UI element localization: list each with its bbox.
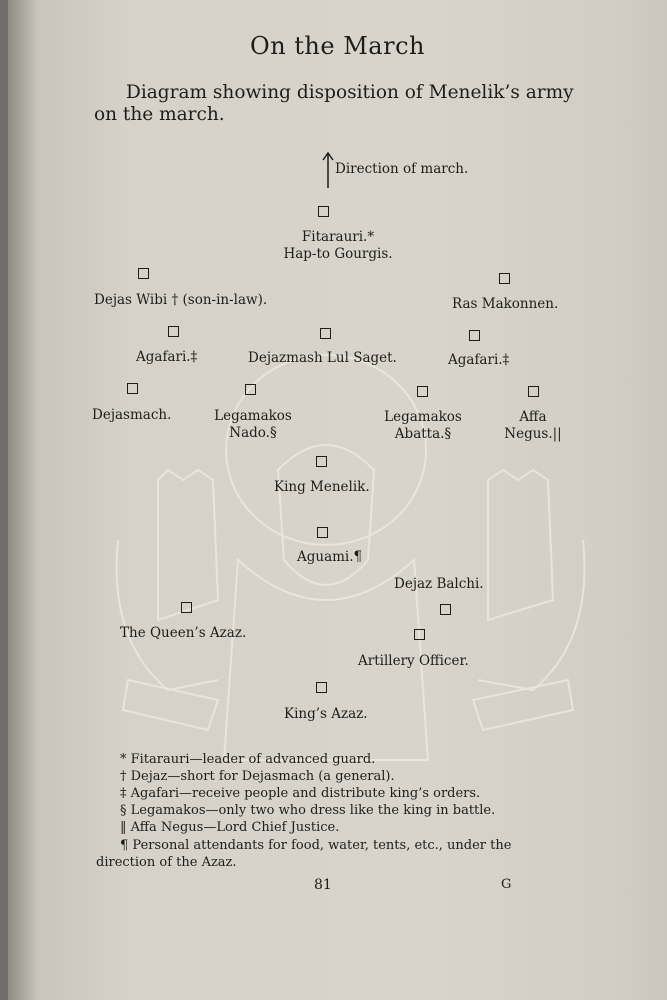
node-label-line: Legamakos [384,409,462,425]
node-label-queens-azaz: The Queen’s Azaz. [120,625,247,641]
footnote: direction of the Azaz. [96,855,237,870]
node-box-affa-negus [528,386,539,397]
node-box-kings-azaz [316,682,327,693]
node-label-line: Negus.|| [504,426,562,442]
node-box-ras-makonnen [499,273,510,284]
node-label-line: Fitarauri.* [301,229,375,245]
node-label-legamakos-nado [214,408,292,442]
node-label-dejaz-balchi: Dejaz Balchi. [394,576,484,592]
node-label-fitarauri [283,229,392,263]
up-arrow-icon [320,150,336,190]
footnote: * Fitarauri—leader of advanced guard. [120,752,376,767]
footnote: ‡ Agafari—receive people and distribute king’s orders. [120,786,481,801]
node-label-kings-azaz: King’s Azaz. [284,706,368,722]
node-box-aguami [317,527,328,538]
node-box-dejaz-balchi [440,604,451,615]
node-label-line: Abatta.§ [394,426,452,442]
page-number: 81 [314,877,332,893]
footnote: ‖ Affa Negus—Lord Chief Justice. [120,820,340,835]
node-label-aguami: Aguami.¶ [297,549,363,565]
node-box-lul-saget [320,328,331,339]
signature-mark: G [501,877,512,892]
diagram-heading: Diagram showing disposition of Menelik’s army on the march. [94,82,574,125]
direction-label: Direction of march. [335,161,469,177]
node-box-dejas-wibi [138,268,149,279]
node-label-ras-makonnen: Ras Makonnen. [452,296,559,312]
node-label-dejas-wibi: Dejas Wibi † (son-in-law). [94,292,268,308]
node-box-artillery-officer [414,629,425,640]
footnote: † Dejaz—short for Dejasmach (a general). [120,769,395,784]
node-label-dejasmach: Dejasmach. [92,407,172,423]
node-label-affa-negus [504,409,561,443]
node-box-fitarauri [318,206,329,217]
node-box-queens-azaz [181,602,192,613]
node-label-line: Hap-to Gourgis. [283,246,393,262]
node-label-legamakos-abatta [384,409,462,443]
node-box-agafari-left [168,326,179,337]
page-title: On the March [250,32,425,60]
node-label-line: Nado.§ [229,425,277,441]
node-box-king-menelik [316,456,327,467]
node-box-dejasmach [127,383,138,394]
node-label-king-menelik: King Menelik. [274,479,370,495]
node-box-agafari-right [469,330,480,341]
node-label-lul-saget: Dejazmash Lul Saget. [248,350,397,366]
node-box-legamakos-abatta [417,386,428,397]
footnote: § Legamakos—only two who dress like the king in battle. [120,803,496,818]
node-label-artillery-officer: Artillery Officer. [358,653,469,669]
node-label-agafari-left: Agafari.‡ [136,349,198,365]
node-label-agafari-right: Agafari.‡ [448,352,510,368]
node-box-legamakos-nado [245,384,256,395]
book-page [8,0,667,1000]
node-label-line: Affa [519,409,547,425]
footnote: ¶ Personal attendants for food, water, tents, etc., under the [120,838,512,853]
node-label-line: Legamakos [214,408,292,424]
